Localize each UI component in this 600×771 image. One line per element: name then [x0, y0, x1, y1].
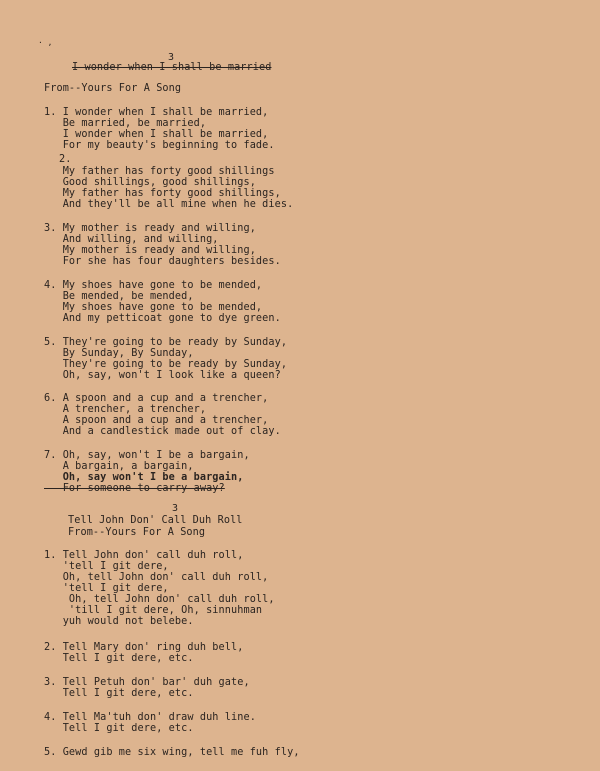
verse-line: 4. Tell Ma'tuh don' draw duh line. [44, 712, 256, 723]
verse-line: Oh, tell John don' call duh roll, [44, 572, 269, 583]
verse-line: 1. I wonder when I shall be married, [44, 107, 269, 118]
song-number: 3 [172, 503, 179, 514]
verse-line: They're going to be ready by Sunday, [44, 359, 288, 370]
verse-line: 'till I git dere, Oh, sinnuhman [44, 605, 263, 616]
verse-line: 'tell I git dere, [44, 583, 169, 594]
verse-line: My father has forty good shillings, [44, 188, 281, 199]
verse-line: My shoes have gone to be mended, [44, 302, 263, 313]
verse-line: A trencher, a trencher, [44, 404, 207, 415]
verse-line: And my petticoat gone to dye green. [44, 313, 281, 324]
verse-line: A spoon and a cup and a trencher, [44, 415, 269, 426]
verse-line: By Sunday, By Sunday, [44, 348, 194, 359]
verse-line: Tell I git dere, etc. [44, 688, 194, 699]
verse-line: 5. Gewd gib me six wing, tell me fuh fly, [44, 747, 300, 758]
verse-line: Oh, tell John don' call duh roll, [44, 594, 275, 605]
verse-line: And they'll be all mine when he dies. [44, 199, 294, 210]
verse-line: 6. A spoon and a cup and a trencher, [44, 393, 269, 404]
verse-line: 7. Oh, say, won't I be a bargain, [44, 450, 250, 461]
verse-line: Good shillings, good shillings, [44, 177, 256, 188]
verse-line: And willing, and willing, [44, 234, 219, 245]
verse-line: 'tell I git dere, [44, 561, 169, 572]
verse-line: Tell I git dere, etc. [44, 653, 194, 664]
verse-line: For she has four daughters besides. [44, 256, 281, 267]
verse-line: 3. Tell Petuh don' bar' duh gate, [44, 677, 250, 688]
song-source: From--Yours For A Song [68, 527, 206, 538]
verse-line: 3. My mother is ready and willing, [44, 223, 256, 234]
verse-line: And a candlestick made out of clay. [44, 426, 281, 437]
verse-line: I wonder when I shall be married, [44, 129, 269, 140]
verse-line: 1. Tell John don' call duh roll, [44, 550, 244, 561]
verse-line: 2. [59, 154, 72, 165]
verse-line: For someone to carry away? [44, 483, 225, 494]
verse-line: 4. My shoes have gone to be mended, [44, 280, 263, 291]
paper-speck: · , [38, 38, 53, 47]
verse-line: Tell I git dere, etc. [44, 723, 194, 734]
verse-line: Be mended, be mended, [44, 291, 194, 302]
verse-line: Oh, say, won't I look like a queen? [44, 370, 281, 381]
verse-line: Oh, say won't I be a bargain, [44, 472, 244, 483]
verse-line: yuh would not belebe. [44, 616, 194, 627]
verse-line: 5. They're going to be ready by Sunday, [44, 337, 288, 348]
verse-line: My father has forty good shillings [44, 166, 275, 177]
verse-line: A bargain, a bargain, [44, 461, 194, 472]
verse-line: 2. Tell Mary don' ring duh bell, [44, 642, 244, 653]
verse-line: For my beauty's beginning to fade. [44, 140, 275, 151]
verse-line: My mother is ready and willing, [44, 245, 256, 256]
song-source: From--Yours For A Song [44, 83, 182, 94]
song-title-struck: I wonder when I shall be married [72, 62, 272, 73]
song-title: Tell John Don' Call Duh Roll [68, 515, 243, 526]
song-number: 3 [168, 52, 175, 63]
verse-line: Be married, be married, [44, 118, 207, 129]
